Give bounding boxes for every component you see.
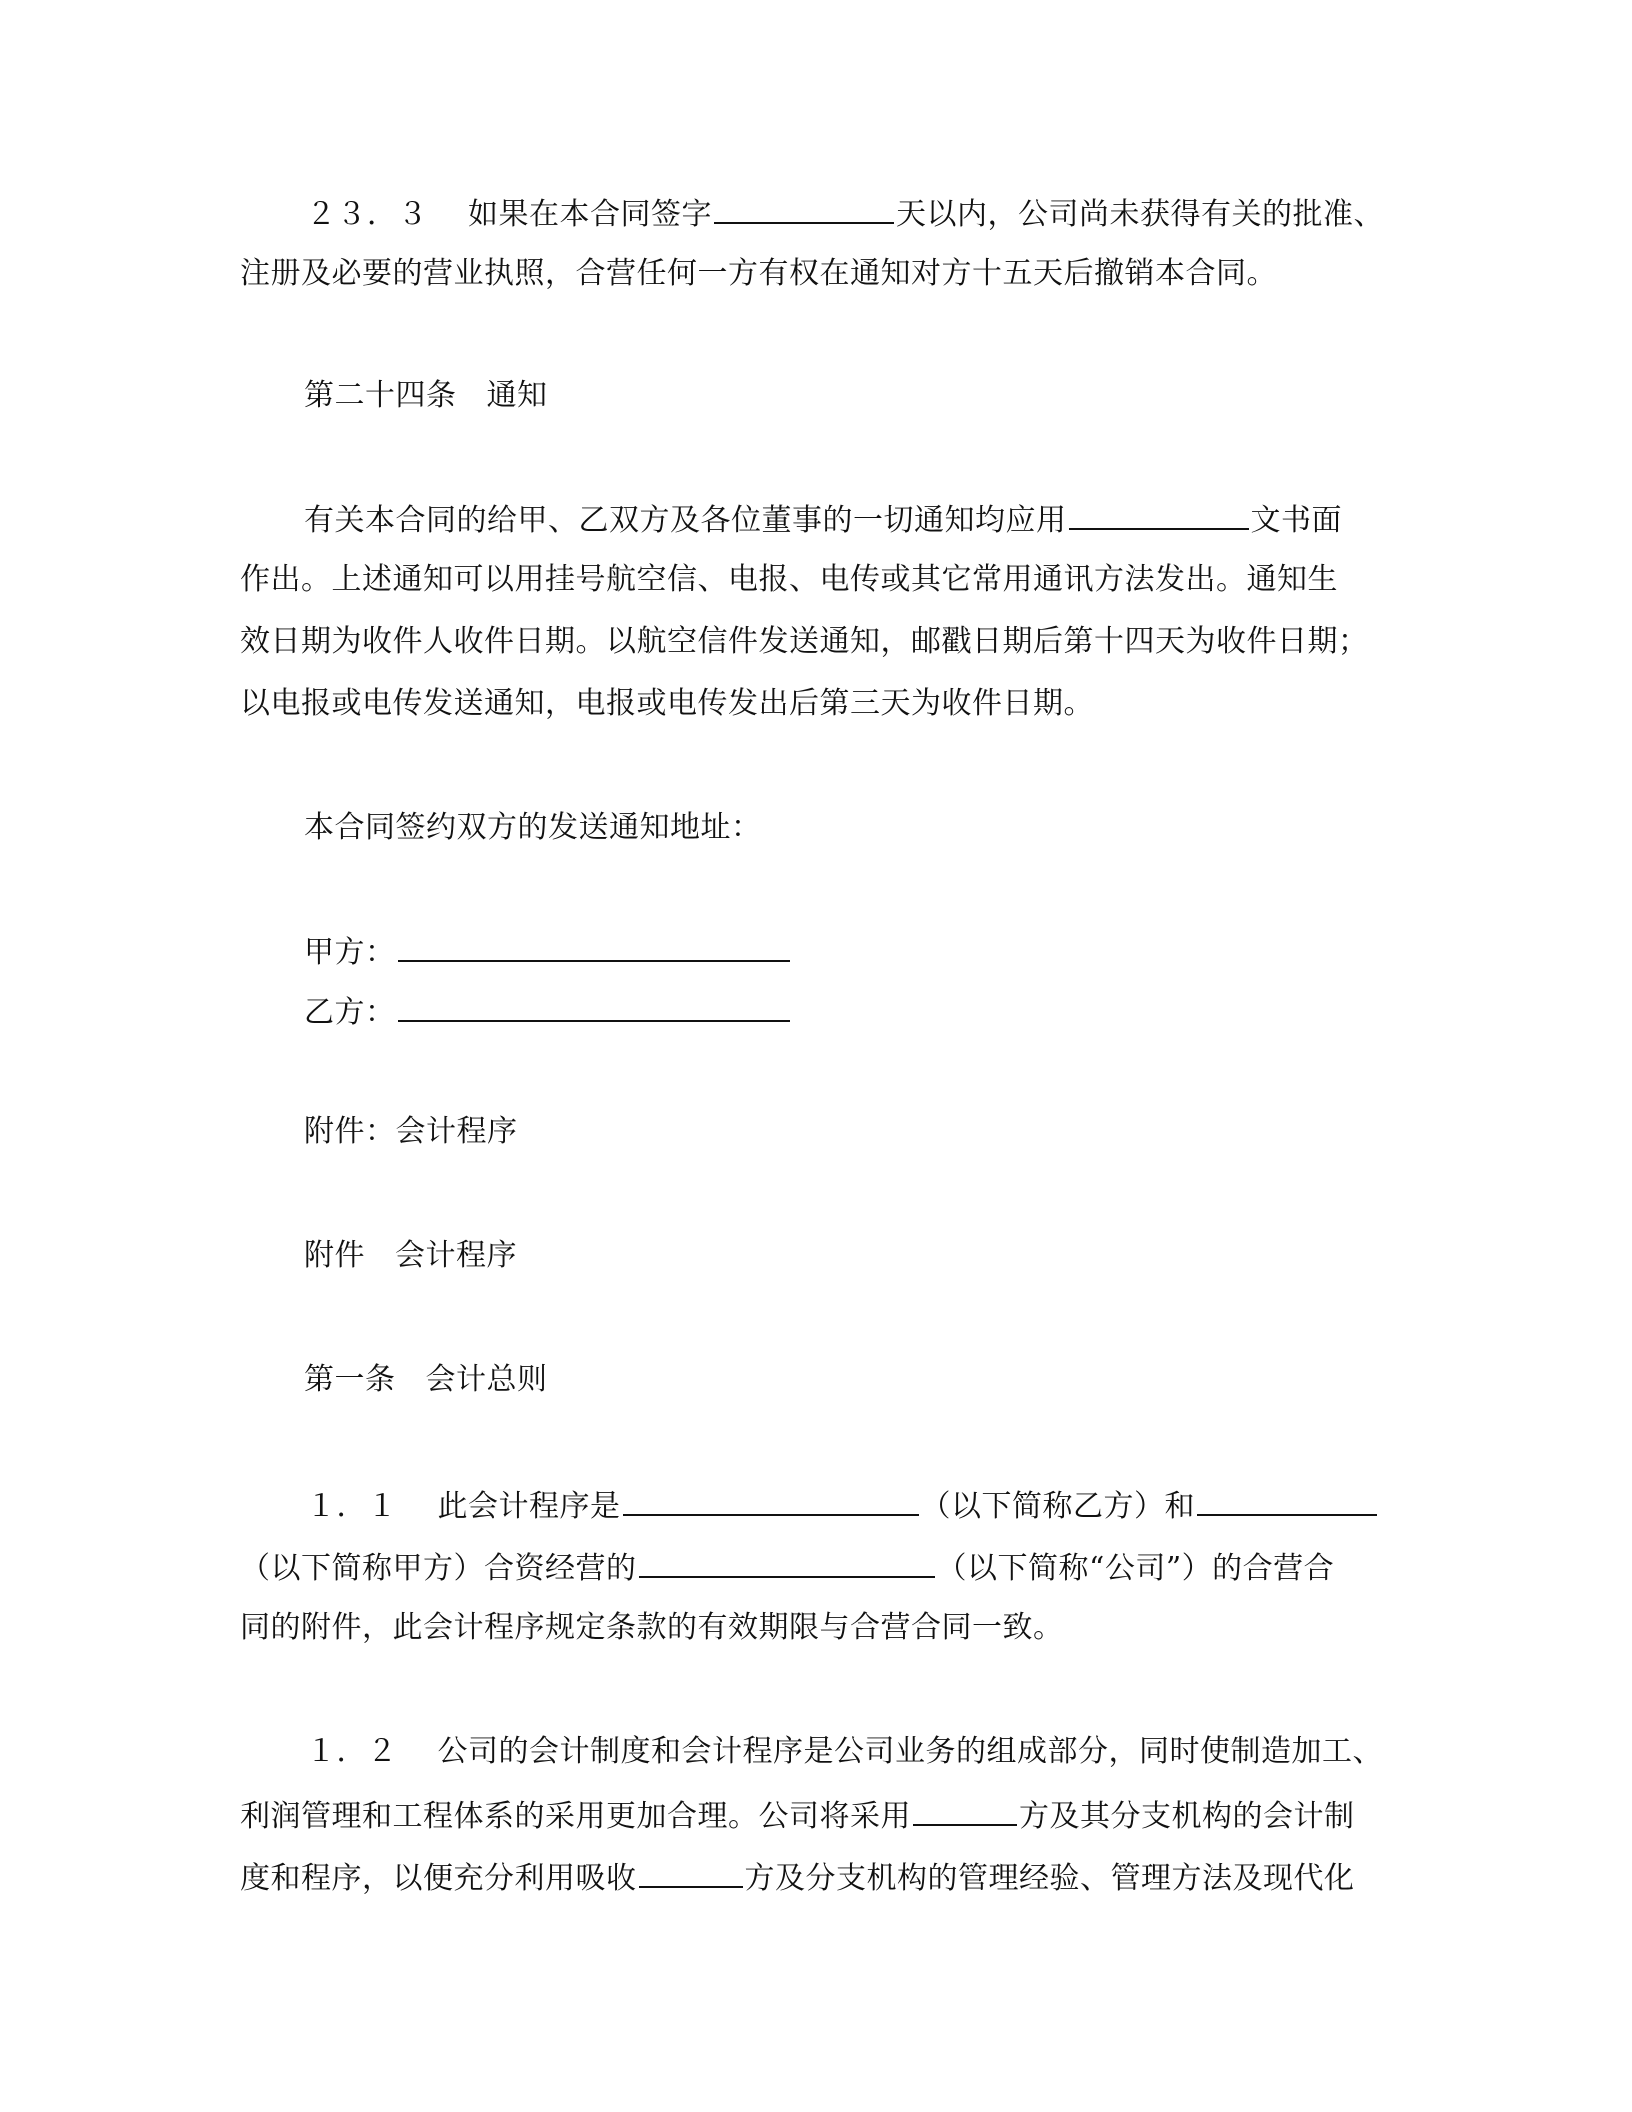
party-b-address <box>304 990 792 1033</box>
fill-blank <box>639 1856 743 1888</box>
fill-blank <box>1197 1484 1377 1516</box>
clause-1-1-line-1 <box>306 1484 1379 1527</box>
fill-blank <box>913 1794 1017 1826</box>
clause-number: ２３．３ <box>306 197 428 232</box>
notice-paragraph-line-3: 效日期为收件人收件日期。以航空信件发送通知，邮戳日期后第十四天为收件日期； <box>240 624 1369 659</box>
clause-text: 利润管理和工程体系的采用更加合理。公司将采用 <box>240 1799 911 1834</box>
fill-blank <box>714 192 894 224</box>
article-title: 会计总则 <box>425 1362 548 1397</box>
article-number: 第二十四条 <box>304 378 457 413</box>
attachment-label: 附件 <box>304 1238 365 1273</box>
party-a-address <box>304 930 792 973</box>
article-number: 第一条 <box>304 1362 396 1397</box>
clause-1-1-line-2 <box>240 1546 1334 1589</box>
clause-text: 如果在本合同签字 <box>468 197 712 232</box>
notice-address-intro: 本合同签约双方的发送通知地址： <box>304 810 762 845</box>
article-24-heading <box>304 376 548 416</box>
clause-text: 天以内，公司尚未获得有关的批准、 <box>896 197 1384 232</box>
paragraph-text: 文书面 <box>1250 503 1342 538</box>
party-a-label: 甲方： <box>304 935 396 970</box>
attachment-title: 会计程序 <box>395 1238 517 1273</box>
clause-1-2-line-3 <box>240 1856 1355 1899</box>
article-1-heading <box>304 1360 548 1400</box>
clause-23-3-line-2: 注册及必要的营业执照，合营任何一方有权在通知对方十五天后撤销本合同。 <box>240 256 1277 291</box>
clause-text: 方及其分支机构的会计制 <box>1019 1799 1355 1834</box>
clause-text: 度和程序，以便充分利用吸收 <box>240 1861 637 1896</box>
paragraph-text: 有关本合同的给甲、乙双方及各位董事的一切通知均应用 <box>304 503 1067 538</box>
notice-paragraph-line-2: 作出。上述通知可以用挂号航空信、电报、电传或其它常用通讯方法发出。通知生 <box>240 562 1338 597</box>
clause-1-2-line-2 <box>240 1794 1355 1837</box>
clause-text: 公司的会计制度和会计程序是公司业务的组成部分，同时使制造加工、 <box>437 1734 1383 1769</box>
article-title: 通知 <box>486 378 548 413</box>
fill-blank <box>623 1484 919 1516</box>
clause-1-1-line-3: 同的附件，此会计程序规定条款的有效期限与合营合同一致。 <box>240 1610 1064 1645</box>
clause-text: 方及分支机构的管理经验、管理方法及现代化 <box>744 1861 1355 1896</box>
fill-blank <box>1069 498 1249 530</box>
party-b-label: 乙方： <box>304 995 396 1030</box>
party-b-blank <box>398 990 790 1022</box>
clause-text: （以下简称乙方）和 <box>920 1489 1195 1524</box>
clause-1-2-line-1 <box>306 1732 1383 1772</box>
clause-23-3-line-1 <box>306 192 1384 235</box>
clause-text: （以下简称甲方）合资经营的 <box>240 1551 637 1586</box>
clause-text: （以下简称“公司”）的合营合 <box>936 1551 1335 1586</box>
attachment-heading <box>304 1236 517 1276</box>
notice-paragraph-line-4: 以电报或电传发送通知，电报或电传发出后第三天为收件日期。 <box>240 686 1094 721</box>
attachment-reference: 附件：会计程序 <box>304 1114 518 1149</box>
party-a-blank <box>398 930 790 962</box>
clause-number: １．１ <box>306 1489 398 1524</box>
clause-text: 此会计程序是 <box>437 1489 621 1524</box>
clause-number: １．２ <box>306 1734 398 1769</box>
fill-blank <box>639 1546 935 1578</box>
notice-paragraph-line-1 <box>304 498 1342 541</box>
